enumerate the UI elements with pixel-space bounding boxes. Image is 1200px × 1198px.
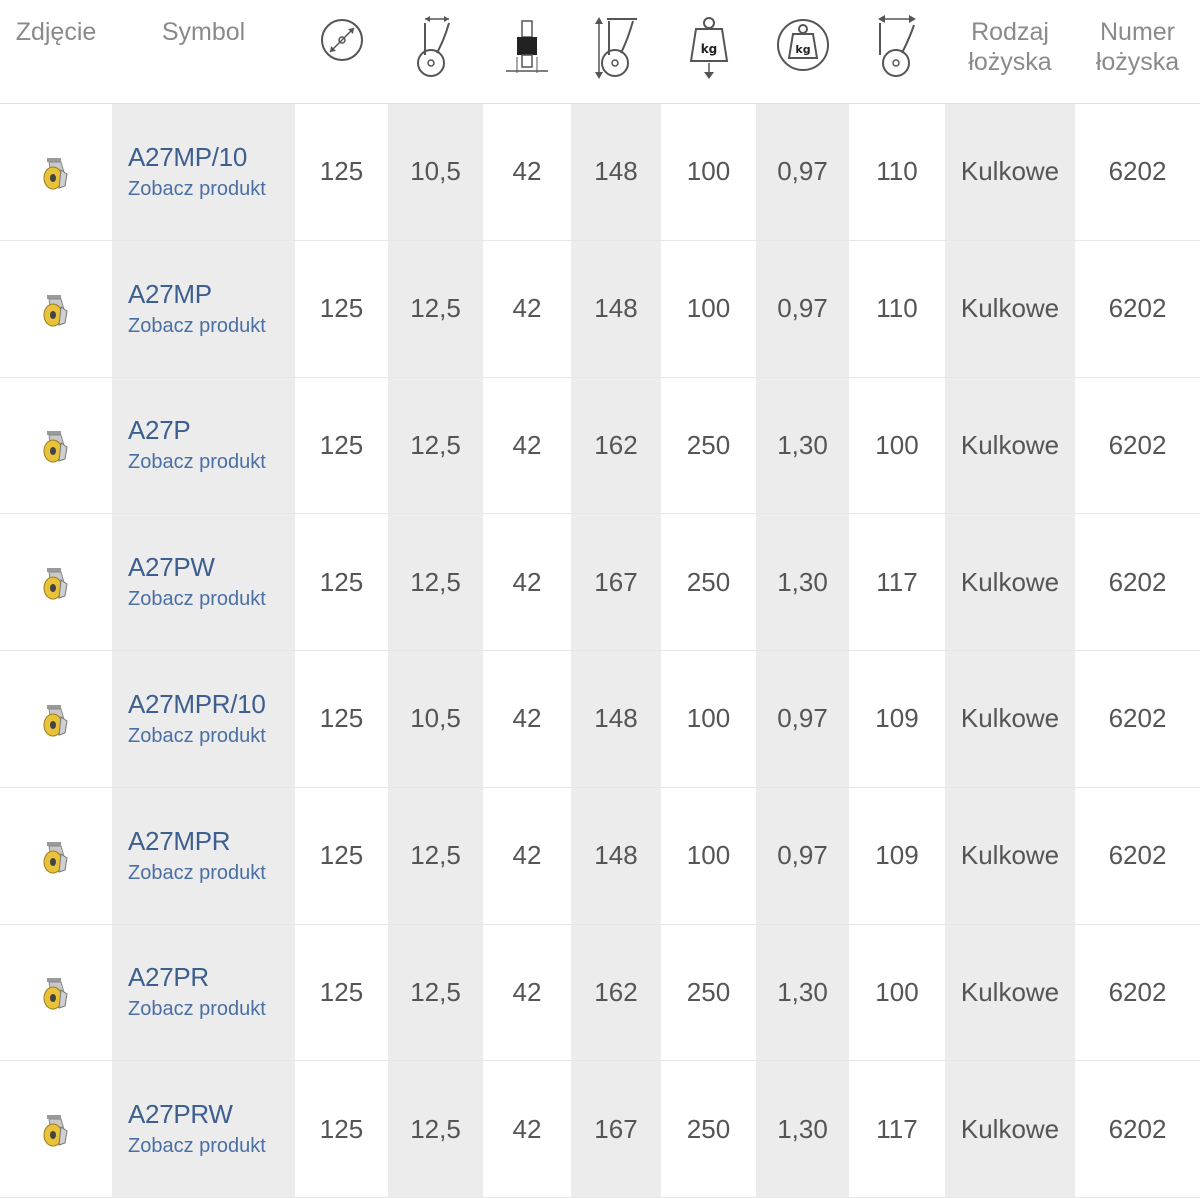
svg-text:kg: kg [794,43,811,56]
table-row [0,1061,1200,1198]
wheel-diameter-value: 125 [319,840,364,871]
table-body [0,104,1200,1198]
bearing-type-value: Kulkowe [945,651,1075,787]
product-photo[interactable] [0,788,112,924]
wheel-diameter-value: 125 [319,293,364,324]
swivel-radius-value: 100 [875,429,919,460]
product-symbol-link[interactable]: A27MPR/10 [128,688,266,719]
header-bearing-type: Rodzaj łożyska [968,18,1052,76]
product-symbol-link[interactable]: A27PW [128,552,215,583]
axle-offset-value: 12,5 [388,925,483,1061]
table-row [0,378,1200,515]
axle-offset-value: 12,5 [388,788,483,924]
bearing-number-value: 6202 [1108,566,1167,597]
product-photo[interactable] [0,104,112,240]
view-product-link[interactable]: Zobacz produkt [128,861,266,884]
caster-thumbnail-icon [39,562,73,602]
product-symbol-link[interactable]: A27MPR [128,825,231,856]
product-symbol-link[interactable]: A27PR [128,962,209,993]
swivel-radius-value: 109 [875,840,919,871]
wheel-diameter-icon [295,0,388,103]
product-photo[interactable] [0,241,112,377]
weight-value: 0,97 [756,788,849,924]
total-height-value: 162 [571,378,661,514]
axle-offset-value: 12,5 [388,241,483,377]
tread-width-value: 42 [512,703,542,734]
view-product-link[interactable]: Zobacz produkt [128,724,266,747]
caster-thumbnail-icon [39,289,73,329]
caster-thumbnail-icon [39,836,73,876]
total-height-value: 148 [571,651,661,787]
table-row [0,514,1200,651]
total-height-value: 148 [571,104,661,240]
swivel-radius-value: 100 [875,976,919,1007]
load-capacity-value: 100 [686,703,731,734]
tread-width-value: 42 [512,156,542,187]
wheel-diameter-value: 125 [319,156,364,187]
load-capacity-value: 250 [686,566,731,597]
product-photo[interactable] [0,378,112,514]
bearing-number-value: 6202 [1108,429,1167,460]
axle-offset-icon [388,0,483,103]
tread-width-value: 42 [512,566,542,597]
view-product-link[interactable]: Zobacz produkt [128,451,266,474]
swivel-radius-value: 110 [876,293,918,324]
weight-value: 1,30 [756,925,849,1061]
symbol-cell [112,378,295,514]
bearing-number-value: 6202 [1108,156,1167,187]
weight-value: 0,97 [756,651,849,787]
load-capacity-value: 100 [686,156,731,187]
product-photo[interactable] [0,514,112,650]
product-photo[interactable] [0,651,112,787]
tread-width-value: 42 [512,976,542,1007]
bearing-number-value: 6202 [1108,1113,1167,1144]
total-height-value: 167 [571,514,661,650]
total-height-value: 162 [571,925,661,1061]
bearing-number-value: 6202 [1108,293,1167,324]
load-capacity-value: 100 [686,840,731,871]
table-row [0,788,1200,925]
bearing-number-value: 6202 [1108,840,1167,871]
symbol-cell [112,788,295,924]
product-symbol-link[interactable]: A27P [128,415,191,446]
caster-thumbnail-icon [39,699,73,739]
axle-offset-value: 12,5 [388,378,483,514]
tread-width-icon [483,0,571,103]
bearing-type-value: Kulkowe [945,378,1075,514]
symbol-cell [112,651,295,787]
axle-offset-value: 12,5 [388,1061,483,1197]
header-bearing-number: Numer łożyska [1095,18,1180,76]
bearing-type-value: Kulkowe [945,1061,1075,1197]
tread-width-value: 42 [512,1113,542,1144]
swivel-radius-value: 109 [875,703,919,734]
swivel-radius-value: 110 [876,156,918,187]
load-capacity-icon [661,0,756,103]
view-product-link[interactable]: Zobacz produkt [128,998,266,1021]
product-photo[interactable] [0,925,112,1061]
tread-width-value: 42 [512,293,542,324]
table-row [0,925,1200,1062]
axle-offset-value: 12,5 [388,514,483,650]
swivel-radius-value: 117 [876,1113,918,1144]
view-product-link[interactable]: Zobacz produkt [128,588,266,611]
swivel-radius-icon [849,0,945,103]
axle-offset-value: 10,5 [388,104,483,240]
total-height-icon [571,0,661,103]
product-photo[interactable] [0,1061,112,1197]
wheel-diameter-value: 125 [319,566,364,597]
wheel-diameter-value: 125 [319,429,364,460]
total-height-value: 148 [571,788,661,924]
weight-value: 1,30 [756,514,849,650]
bearing-type-value: Kulkowe [945,788,1075,924]
load-capacity-value: 100 [686,293,731,324]
table-row [0,241,1200,378]
wheel-diameter-value: 125 [319,1113,364,1144]
load-capacity-value: 250 [686,1113,731,1144]
header-photo: Zdjęcie [15,18,97,46]
bearing-number-value: 6202 [1108,703,1167,734]
view-product-link[interactable]: Zobacz produkt [128,177,266,200]
table-row [0,104,1200,241]
view-product-link[interactable]: Zobacz produkt [128,1135,266,1158]
product-symbol-link[interactable]: A27MP/10 [128,141,248,172]
tread-width-value: 42 [512,840,542,871]
swivel-radius-value: 117 [876,566,918,597]
product-symbol-link[interactable]: A27MP [128,278,212,309]
caster-thumbnail-icon [39,425,73,465]
weight-value: 1,30 [756,378,849,514]
total-height-value: 148 [571,241,661,377]
bearing-number-value: 6202 [1108,976,1167,1007]
caster-thumbnail-icon [39,152,73,192]
view-product-link[interactable]: Zobacz produkt [128,314,266,337]
symbol-cell [112,514,295,650]
load-capacity-value: 250 [686,976,731,1007]
axle-offset-value: 10,5 [388,651,483,787]
caster-thumbnail-icon [39,1109,73,1149]
weight-icon [756,0,849,103]
wheel-diameter-value: 125 [319,703,364,734]
header-symbol: Symbol [161,18,246,46]
bearing-type-value: Kulkowe [945,104,1075,240]
total-height-value: 167 [571,1061,661,1197]
wheel-diameter-value: 125 [319,976,364,1007]
weight-value: 0,97 [756,104,849,240]
table-header [0,0,1200,104]
bearing-type-value: Kulkowe [945,514,1075,650]
bearing-type-value: Kulkowe [945,925,1075,1061]
weight-value: 1,30 [756,1061,849,1197]
symbol-cell [112,104,295,240]
symbol-cell [112,241,295,377]
svg-text:kg: kg [700,42,717,56]
symbol-cell [112,925,295,1061]
caster-thumbnail-icon [39,972,73,1012]
load-capacity-value: 250 [686,429,731,460]
symbol-cell [112,1061,295,1197]
tread-width-value: 42 [512,429,542,460]
bearing-type-value: Kulkowe [945,241,1075,377]
table-row [0,651,1200,788]
weight-value: 0,97 [756,241,849,377]
product-symbol-link[interactable]: A27PRW [128,1099,233,1130]
